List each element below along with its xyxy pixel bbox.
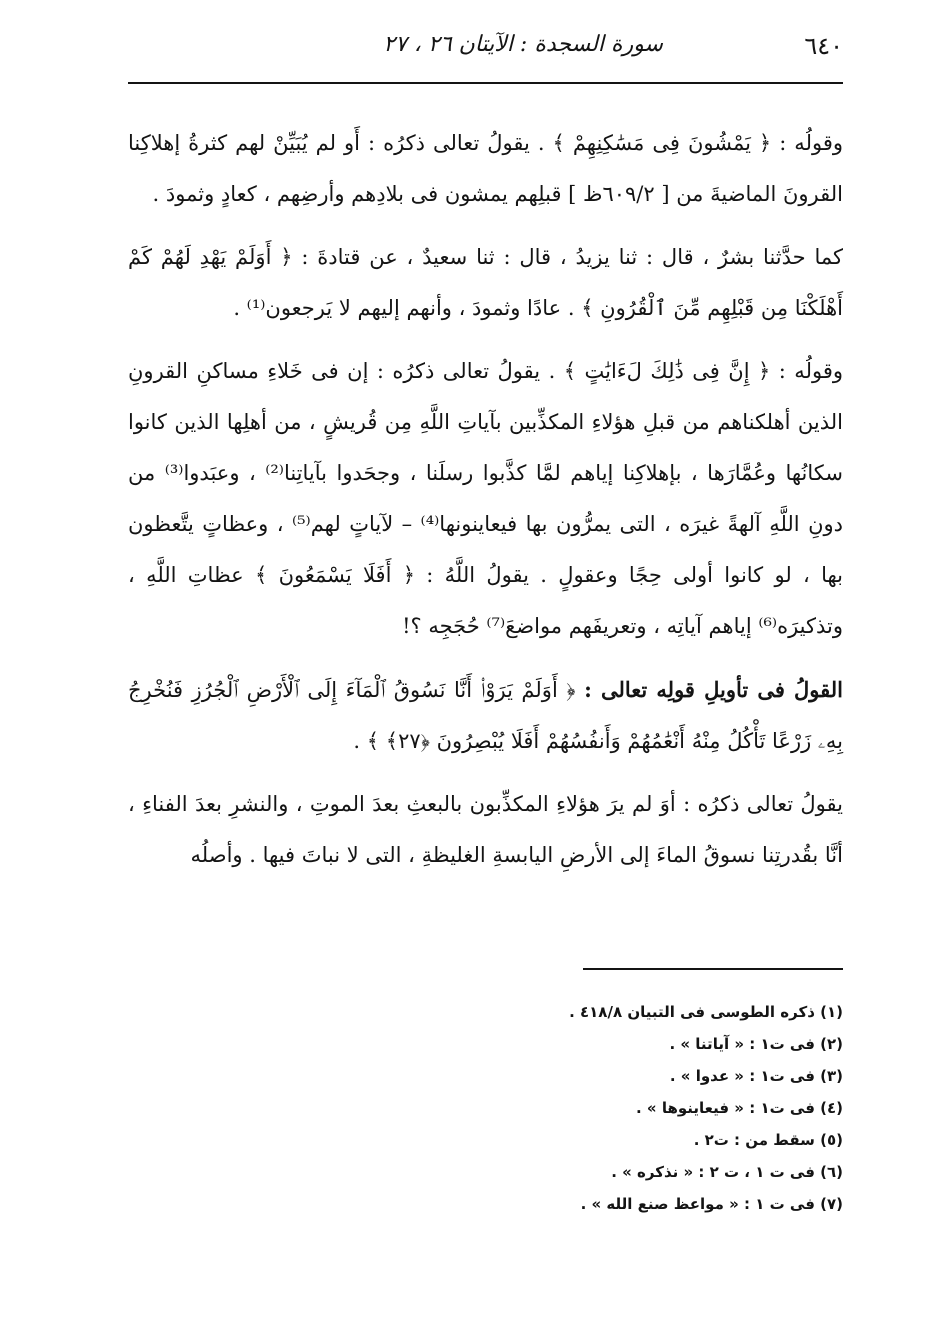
paragraph-5: يقولُ تعالى ذكرُه : أوَ لم يرَ هؤلاءِ المكذِّبون بالبعثِ بعدَ الموتِ ، والنشرِ بعدَ الفناءِ ، أنَّا بقُدرتِنا نسوقُ الماءَ إلى الأرضِ اليابسةِ الغليظةِ ، التى لا نباتَ فيها . وأصلُه xyxy=(128,792,843,867)
verse-heading-paragraph xyxy=(128,664,843,767)
page-header xyxy=(128,32,843,72)
footnote-1: (١) ذكره الطوسى فى التبيان ٤١٨/٨ . xyxy=(569,1003,843,1021)
footnote-4: (٤) فى ت١ : « فيعاينوها » . xyxy=(636,1099,843,1117)
quran-verse: ﴿ أَوَلَمْ يَرَوْا۟ أَنَّا نَسُوقُ ٱلْمَآءَ إِلَى ٱلْأَرْضِ ٱلْجُرُزِ فَنُخْرِجُ بِهِۦ زَرْعًا تَأْكُلُ مِنْهُ أَنْعَٰمُهُمْ وَأَنفُسُهُمْ أَفَلَا يُبْصِرُونَ ﴿٢٧﴾ ﴾ . xyxy=(128,678,843,753)
footnote-rule xyxy=(583,968,843,970)
footnote-5: (٥) سقط من : ت٢ . xyxy=(693,1131,843,1149)
footnote-2: (٢) فى ت١ : « آياتنا » . xyxy=(669,1035,843,1053)
footnote-3: (٣) فى ت١ : « عدوا » . xyxy=(669,1067,843,1085)
footnote-7: (٧) فى ت ١ : « مواعظ صنع الله » . xyxy=(580,1195,843,1213)
paragraph-2: كما حدَّثنا بشرٌ ، قال : ثنا يزيدُ ، قال : ثنا سعيدٌ ، عن قتادةَ : ﴿ أَوَلَمْ يَهْدِ لَهُمْ كَمْ أَهْلَكْنَا مِن قَبْلِهِم مِّنَ ٱلْقُرُونِ ﴾ . عادًا وثمودَ ، وأنهم إليهم لا يَرجعون⁽¹⁾ . xyxy=(128,245,843,320)
page-number: ٦٤٠ xyxy=(804,32,843,60)
paragraph-3: وقولُه : ﴿ إِنَّ فِى ذَٰلِكَ لَءَايَٰتٍ ﴾ . يقولُ تعالى ذكرُه : إن فى خَلاءِ مساكنِ القرونِ الذين أهلكناهم من قبلِ هؤلاءِ المكذِّبين بآياتِ اللَّهِ مِن قُريشٍ ، من أهلِها الذين كانوا سكانُها وعُمَّارَها ، بإهلاكِنا إياهم لمَّا كذَّبوا رسلَنا ، وجحَدوا بآياتِنا⁽²⁾ ، وعبَدوا⁽³⁾ من دونِ اللَّهِ آلهةً غيرَه ، التى يمرُّون بها فيعاينونها⁽⁴⁾ – لآياتٍ لهم⁽⁵⁾ ، وعظاتٍ يتَّعظون بها ، لو كانوا أولى حِجًا وعقولٍ . يقولُ اللَّهُ : ﴿ أَفَلَا يَسْمَعُونَ ﴾ عظاتِ اللَّهِ ، وتذكيرَه⁽⁶⁾ إياهم آياتِه ، وتعريفَهم مواضعَ⁽⁷⁾ حُجَجِه ؟! xyxy=(128,359,843,638)
footnote-6: (٦) فى ت ١ ، ت ٢ : « نذكره » . xyxy=(611,1163,843,1181)
paragraph-1: وقولُه : ﴿ يَمْشُونَ فِى مَسَٰكِنِهِمْ ﴾ . يقولُ تعالى ذكرُه : أَو لم يُبَيِّنْ لهم كثرةُ إهلاكِنا القرونَ الماضيةَ من [ ٦٠٩/٢ظ ] قبلِهم يمشون فى بلادِهم وأرضِهم ، كعادٍ وثمودَ . xyxy=(128,131,843,206)
footnotes xyxy=(343,996,843,1220)
section-heading: القولُ فى تأويلِ قولِه تعالى : xyxy=(584,677,844,702)
running-title: سورة السجدة : الآيتان ٢٦ ، ٢٧ xyxy=(383,32,663,57)
main-text xyxy=(128,118,843,893)
header-rule xyxy=(128,82,843,84)
